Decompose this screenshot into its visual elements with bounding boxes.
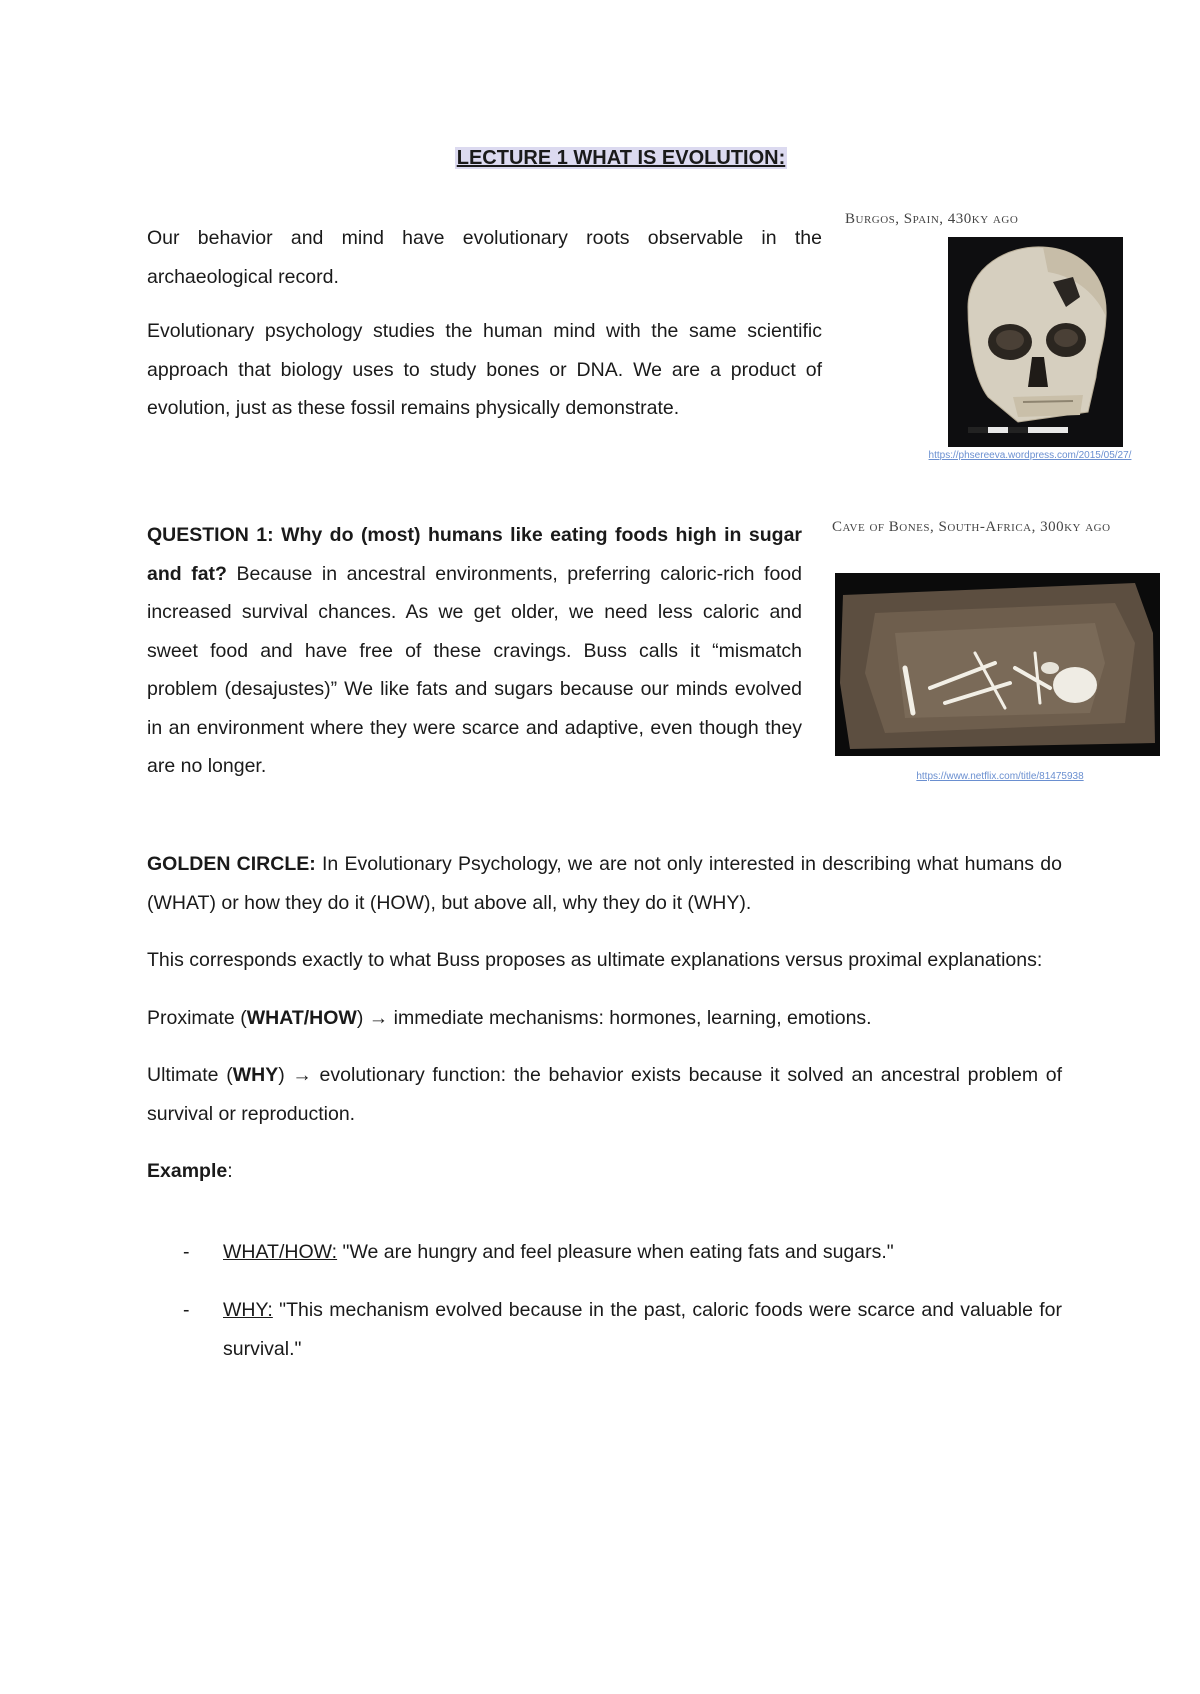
figure1-caption: Burgos, Spain, 430ky ago <box>845 211 1019 227</box>
figure2-source-link[interactable]: https://www.netflix.com/title/81475938 <box>916 771 1084 782</box>
skull-photo <box>948 237 1123 447</box>
golden-circle-section <box>147 845 1062 1191</box>
example-heading: Example: <box>147 1160 233 1182</box>
golden-circle-paragraph: GOLDEN CIRCLE: In Evolutionary Psychology, we are not only interested in describing what humans do (WHAT) or how they do it (HOW), but above all, why they do it (WHY). <box>147 853 1062 914</box>
example-item-why: - WHY: "This mechanism evolved because in the past, caloric foods were scarce and valuable for survival." <box>183 1299 1062 1360</box>
example-item-what-how: - WHAT/HOW: "We are hungry and feel pleasure when eating fats and sugars." <box>183 1241 894 1263</box>
intro-paragraph-1: Our behavior and mind have evolutionary roots observable in the archaeological record. <box>147 227 822 288</box>
question1-answer: Because in ancestral environments, preferring caloric-rich food increased survival chances. As we get older, we need less caloric and sweet food and have free of these cravings. Buss calls it “mismatch problem (desajustes)” We like fats and sugars because our minds evolved in an environment where they were scarce and adaptive, even though they are no longer. <box>147 562 802 777</box>
proximate-paragraph: Proximate (WHAT/HOW) → immediate mechanisms: hormones, learning, emotions. <box>147 1006 872 1029</box>
golden-circle-label: GOLDEN CIRCLE: <box>147 853 316 875</box>
figure1-source-link[interactable]: https://phsereeva.wordpress.com/2015/05/27/ <box>928 450 1132 461</box>
question1-section <box>147 516 802 786</box>
buss-explanations-paragraph: This corresponds exactly to what Buss proposes as ultimate explanations versus proximal explanations: <box>147 949 1043 971</box>
cave-of-bones-photo <box>835 573 1160 756</box>
intro-section <box>147 219 822 428</box>
question1-paragraph <box>147 516 802 786</box>
page-title: LECTURE 1 WHAT IS EVOLUTION: <box>456 147 786 169</box>
intro-paragraph-2: Evolutionary psychology studies the human mind with the same scientific approach that biology uses to study bones or DNA. We are a product of evolution, just as these fossil remains physically demonstrate. <box>147 320 822 419</box>
question1-label: QUESTION 1: Why do (most) humans like eating foods high in sugar and fat? <box>147 524 802 585</box>
ultimate-paragraph: Ultimate (WHY) → evolutionary function: the behavior exists because it solved an ancestral problem of survival or reproduction. <box>147 1064 1063 1125</box>
figure2-caption: Cave of Bones, South-Africa, 300ky ago <box>832 519 1111 535</box>
